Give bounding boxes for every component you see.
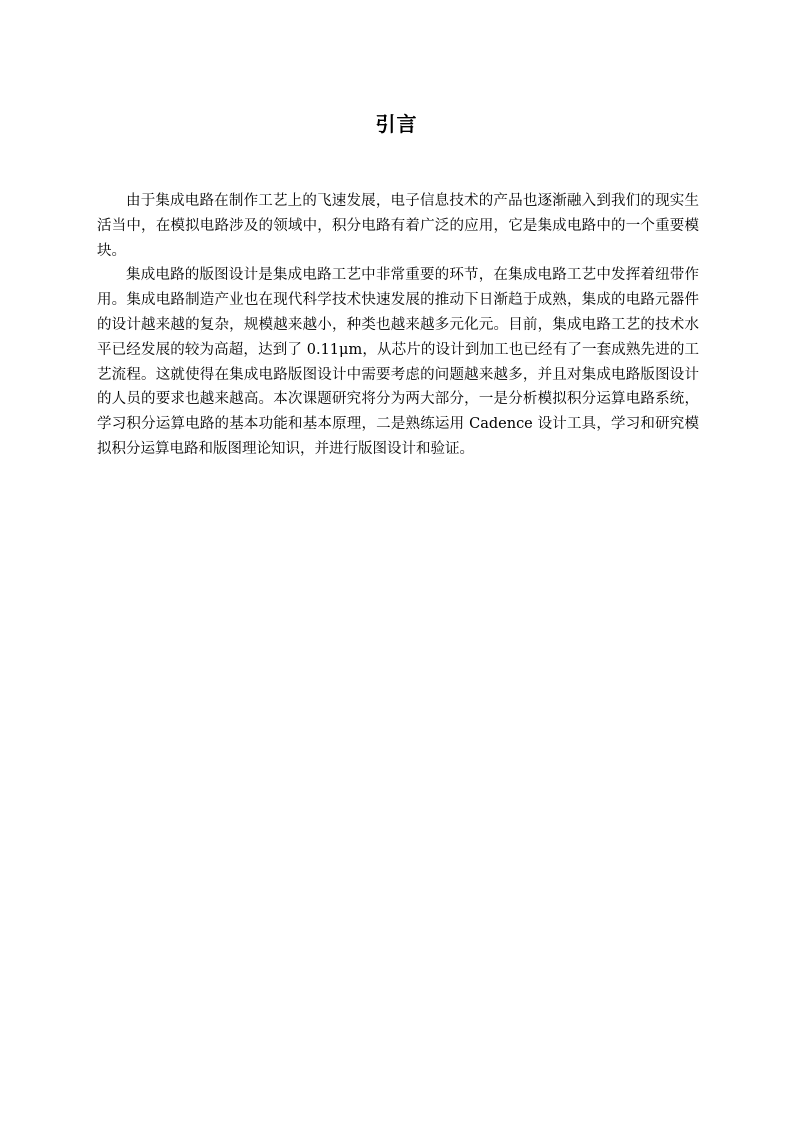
body-text xyxy=(97,189,699,462)
page-title: 引言 xyxy=(375,112,418,136)
paragraph-2: 集成电路的版图设计是集成电路工艺中非常重要的环节，在集成电路工艺中发挥着纽带作用。集成电路制造产业也在现代科学技术快速发展的推动下日渐趋于成熟，集成的电路元器件的设计越来越的复杂，规模越来越小，种类也越来越多元化元。目前，集成电路工艺的技术水平已经发展的较为高超，达到了 0.11μm，从芯片的设计到加工也已经有了一套成熟先进的工艺流程。这就使得在集成电路版图设计中需要考虑的问题越来越多，并且对集成电路版图设计的人员的要求也越来越高。本次课题研究将分为两大部分，一是分析模拟积分运算电路系统，学习积分运算电路的基本功能和基本原理，二是熟练运用 Cadence 设计工具，学习和研究模拟积分运算电路和版图理论知识，并进行版图设计和验证。 xyxy=(97,267,699,457)
paragraph-1: 由于集成电路在制作工艺上的飞速发展，电子信息技术的产品也逐渐融入到我们的现实生活当中，在模拟电路涉及的领域中，积分电路有着广泛的应用，它是集成电路中的一个重要模块。 xyxy=(97,193,699,259)
